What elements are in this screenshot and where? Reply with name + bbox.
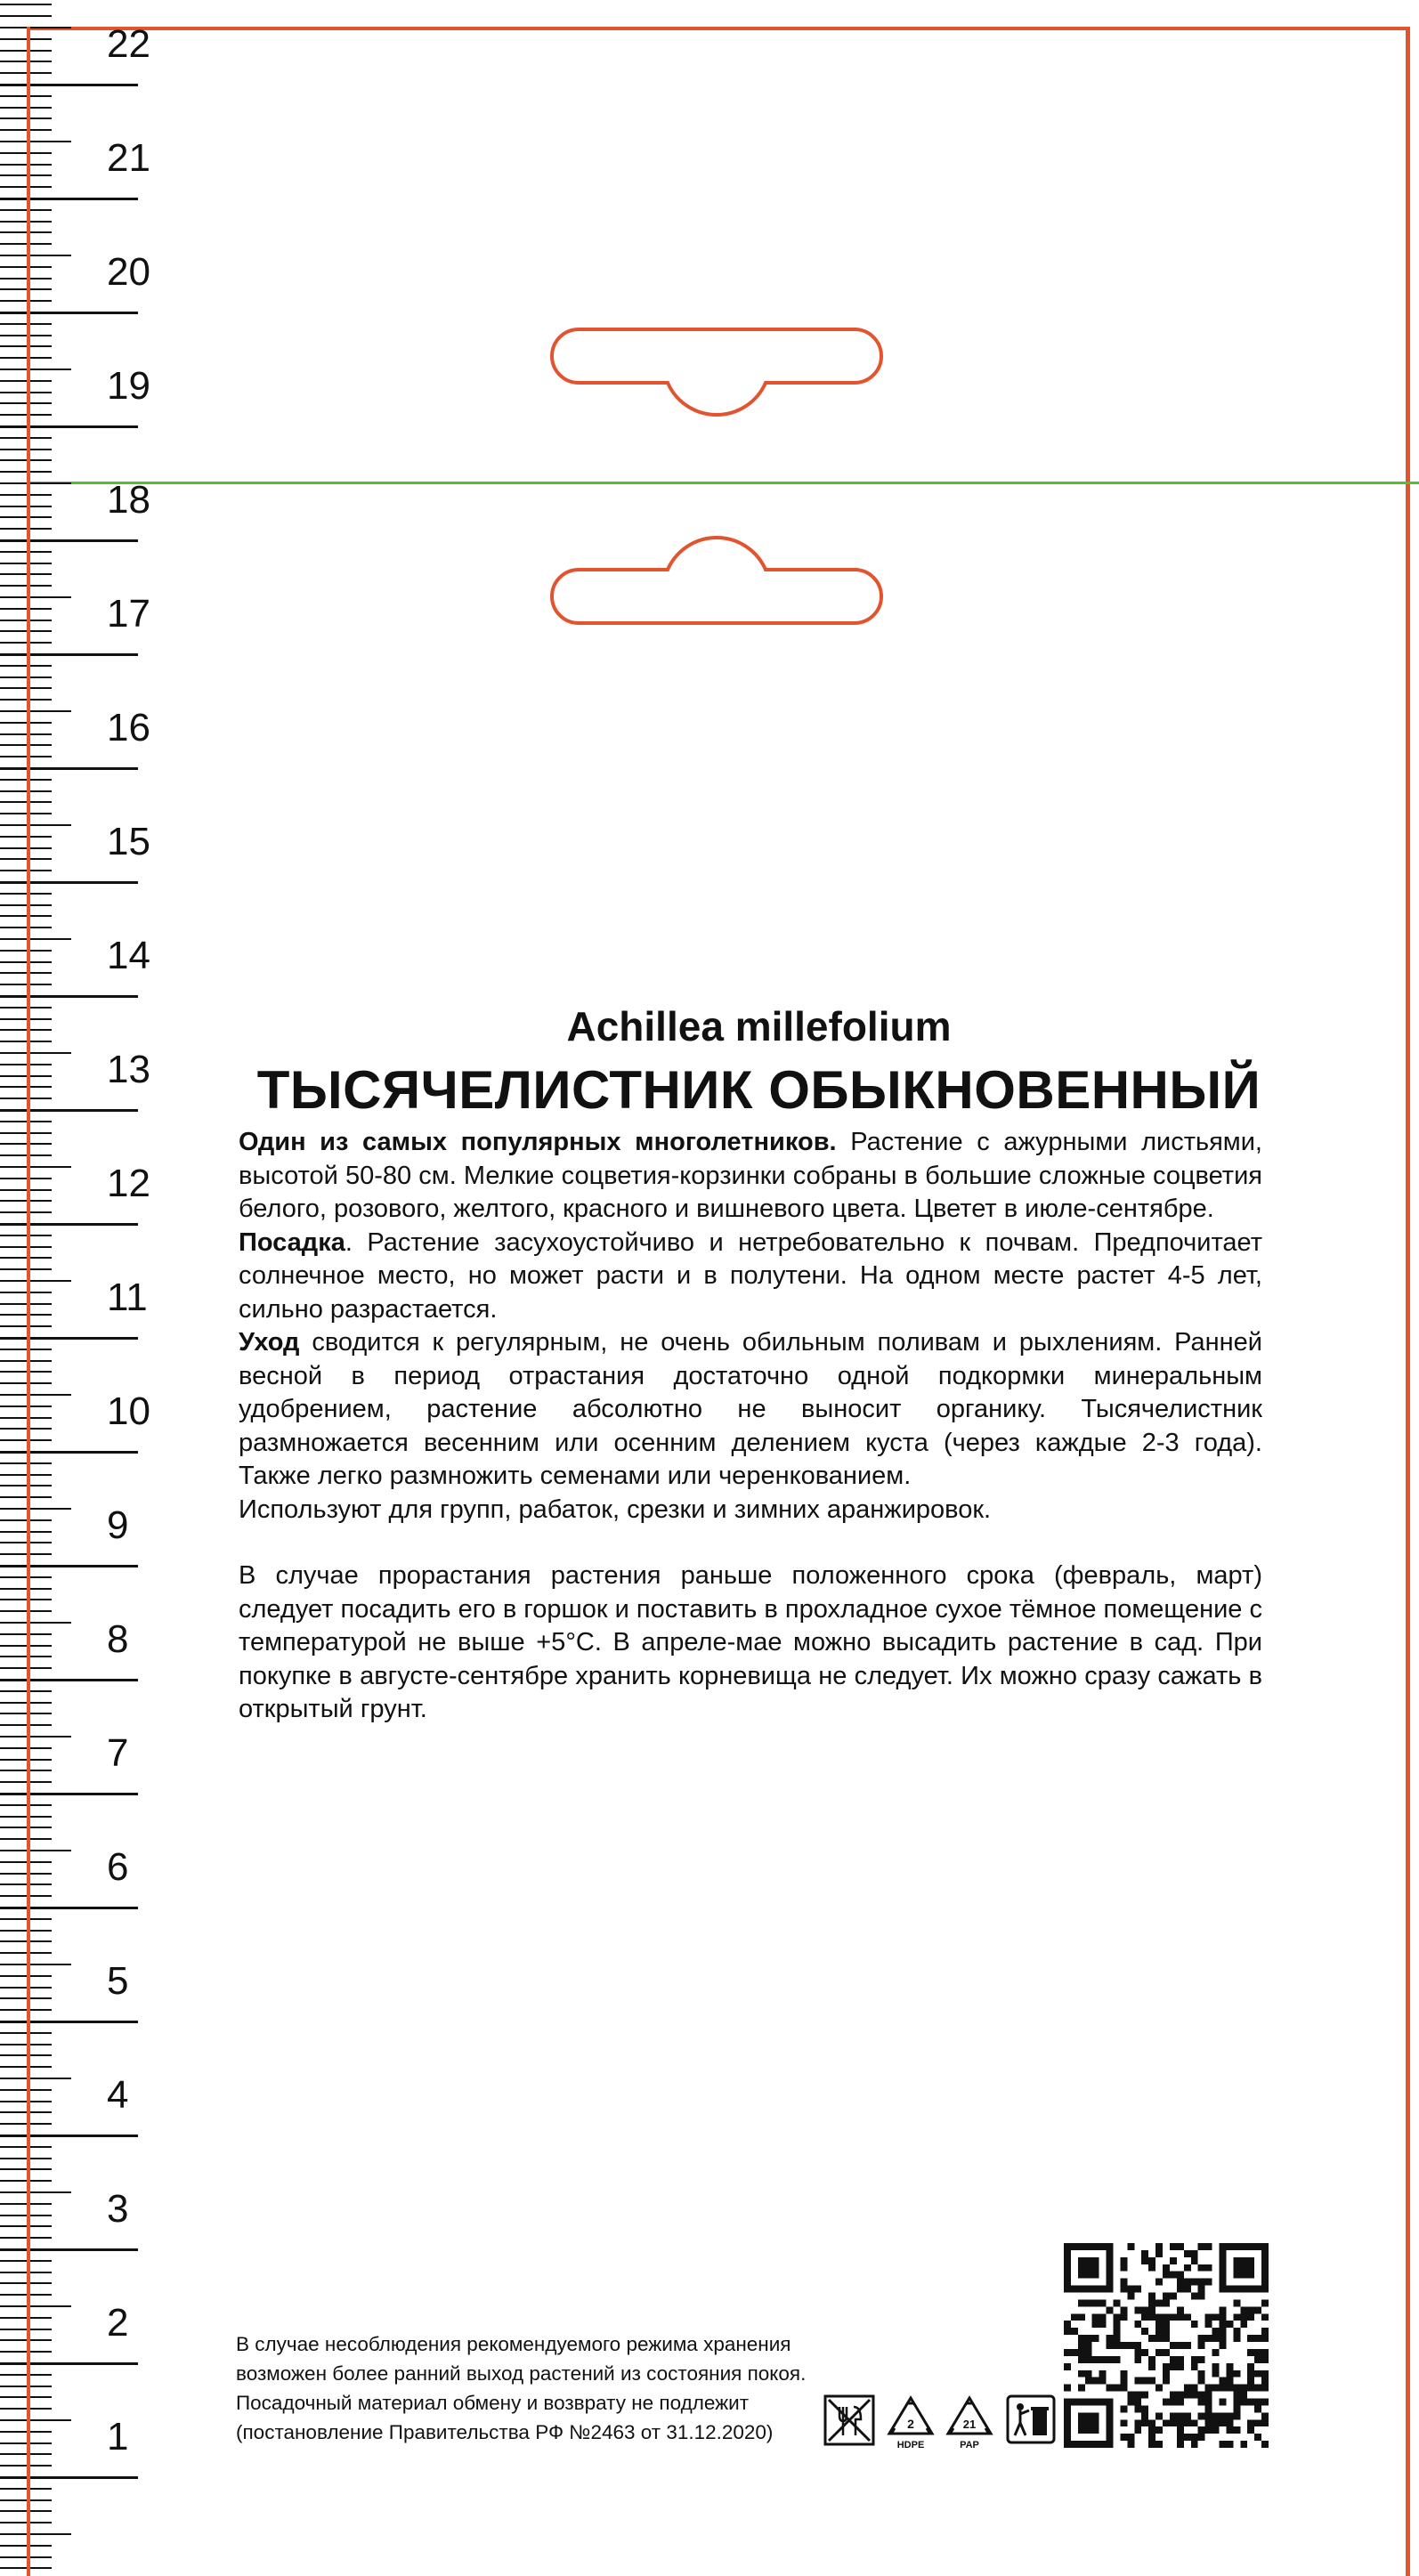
ruler-tick — [0, 1599, 52, 1600]
ruler-tick — [0, 2465, 52, 2467]
ruler-tick — [0, 893, 52, 895]
ruler-tick — [0, 1189, 52, 1191]
ruler-tick — [0, 1132, 52, 1134]
ruler-tick — [0, 2215, 52, 2216]
recycle-hdpe-icon — [886, 2394, 936, 2453]
planting-heading: Посадка — [239, 1227, 345, 1257]
ruler-tick — [0, 198, 138, 200]
ruler-tick — [0, 2419, 71, 2421]
ruler-tick — [0, 2237, 52, 2239]
ruler-tick — [0, 1690, 52, 1692]
ruler-tick — [0, 1349, 52, 1350]
ruler-tick — [0, 231, 52, 233]
ruler-tick — [0, 1075, 52, 1077]
ruler-tick — [0, 2260, 52, 2262]
ruler-tick — [0, 2272, 52, 2273]
ruler-tick — [0, 676, 52, 678]
ruler-tick — [0, 858, 52, 860]
ruler-tick — [0, 539, 138, 542]
ruler-tick — [0, 2329, 52, 2330]
ruler-tick — [0, 1565, 138, 1567]
ruler-tick — [0, 984, 52, 985]
ruler-tick — [0, 1257, 52, 1259]
ruler-tick — [0, 392, 52, 393]
ruler-tick — [0, 449, 52, 450]
ruler-label: 15 — [107, 820, 150, 863]
ruler-label: 10 — [107, 1389, 150, 1433]
fold-line — [27, 482, 1419, 484]
ruler-tick — [0, 551, 52, 553]
ruler-tick — [0, 596, 71, 598]
height-ruler — [0, 0, 151, 2576]
ruler-tick — [0, 402, 52, 404]
ruler-tick — [0, 1588, 52, 1590]
intro-heading: Один из самых популярных многолетников. — [239, 1128, 837, 1156]
usage-paragraph: Используют для групп, рабаток, срезки и зимних аранжировок. — [239, 1495, 992, 1524]
ruler-tick — [0, 516, 52, 518]
ruler-tick — [0, 1474, 52, 1476]
ruler-tick — [0, 2351, 52, 2353]
ruler-tick — [0, 1200, 52, 1202]
ruler-tick — [0, 2431, 52, 2433]
ruler-tick — [0, 1292, 52, 1293]
ruler-tick — [0, 1975, 52, 1977]
hang-hole-bottom — [543, 534, 890, 632]
ruler-tick — [0, 1747, 52, 1749]
ruler-tick — [0, 722, 52, 724]
ruler-tick — [0, 563, 52, 564]
ruler-tick — [0, 312, 138, 314]
ruler-tick — [0, 369, 71, 370]
ruler-tick — [0, 2294, 52, 2296]
ruler-tick — [0, 2203, 52, 2205]
ruler-tick — [0, 1041, 52, 1042]
ruler-tick — [0, 1667, 52, 1669]
ruler-tick — [0, 1154, 52, 1156]
ruler-tick — [0, 1451, 138, 1454]
ruler-spine — [27, 27, 30, 2576]
ruler-tick — [0, 1997, 52, 1999]
ruler-tick — [0, 1770, 52, 1771]
ruler-tick — [0, 1439, 52, 1441]
ruler-tick — [0, 2123, 52, 2125]
ruler-tick — [0, 961, 52, 963]
ruler-tick — [0, 2180, 52, 2182]
ruler-tick — [0, 1724, 52, 1726]
ruler-tick — [0, 2032, 52, 2034]
ruler-tick — [0, 733, 52, 735]
ruler-tick — [0, 1166, 71, 1168]
ruler-tick — [0, 1679, 138, 1681]
planting-text: . Растение засухоустойчиво и нетребовательно к почвам. Предпочитает солнечное место, но может расти и в полутени. На одном месте растет 4-5 лет, сильно разрастается. — [239, 1227, 1262, 1324]
ruler-tick — [0, 2078, 71, 2079]
ruler-tick — [0, 881, 138, 884]
ruler-label: 20 — [107, 250, 150, 294]
ruler-tick — [0, 995, 138, 998]
ruler-tick — [0, 357, 52, 359]
ruler-tick — [0, 2362, 138, 2365]
ruler-tick — [0, 1268, 52, 1270]
ruler-tick — [0, 1610, 52, 1612]
ruler-tick — [0, 1280, 71, 1282]
ruler-tick — [0, 665, 52, 667]
ruler-tick — [0, 938, 71, 940]
ruler-tick — [0, 1873, 52, 1875]
ruler-tick — [0, 2054, 52, 2056]
storage-note-line: возможен более ранний выход растений из состояния покоя. — [236, 2362, 807, 2385]
ruler-tick — [0, 620, 52, 621]
ruler-tick — [0, 1462, 52, 1464]
ruler-tick — [0, 1781, 52, 1783]
ruler-tick — [0, 824, 71, 826]
ruler-tick — [0, 186, 52, 188]
ruler-tick — [0, 687, 52, 689]
ruler-tick — [0, 1907, 138, 1909]
intro-paragraph — [239, 1126, 1262, 1227]
ruler-label: 13 — [107, 1048, 150, 1091]
ruler-tick — [0, 1895, 52, 1897]
ruler-tick — [0, 528, 52, 530]
ruler-tick — [0, 129, 52, 131]
ruler-tick — [0, 1940, 52, 1942]
ruler-tick — [0, 288, 52, 290]
storage-note-line: Посадочный материал обмену и возврату не подлежит — [236, 2392, 750, 2414]
trash-bin-icon — [1006, 2394, 1056, 2444]
ruler-tick — [0, 84, 138, 86]
ruler-tick — [0, 300, 52, 302]
ruler-tick — [0, 15, 52, 17]
ruler-tick — [0, 767, 138, 770]
ruler-tick — [0, 585, 52, 587]
ruler-tick — [0, 1178, 52, 1179]
ruler-tick — [0, 2567, 52, 2569]
ruler-tick — [0, 1553, 52, 1555]
ruler-tick — [0, 2556, 52, 2558]
ruler-tick — [0, 1098, 52, 1099]
ruler-tick — [0, 323, 52, 325]
ruler-tick — [0, 653, 138, 656]
ruler-tick — [0, 1303, 52, 1305]
ruler-tick — [0, 1314, 52, 1316]
ruler-tick — [0, 779, 52, 781]
ruler-tick — [0, 1713, 52, 1714]
ruler-tick — [0, 710, 71, 712]
ruler-tick — [0, 1816, 52, 1818]
storage-note-line: В случае несоблюдения рекомендуемого режима хранения — [236, 2333, 791, 2355]
ruler-tick — [0, 1645, 52, 1647]
ruler-tick — [0, 255, 71, 256]
ruler-tick — [0, 2168, 52, 2170]
ruler-tick — [0, 836, 52, 838]
ruler-tick — [0, 1838, 52, 1840]
ruler-label: 17 — [107, 592, 150, 636]
ruler-tick — [0, 608, 52, 610]
ruler-tick — [0, 2225, 52, 2227]
ruler-tick — [0, 266, 52, 268]
ruler-tick — [0, 425, 138, 428]
ruler-tick — [0, 630, 52, 632]
ruler-label: 7 — [107, 1731, 129, 1775]
ruler-tick — [0, 117, 52, 119]
latin-name: Achillea millefolium — [566, 1003, 952, 1049]
ruler-tick — [0, 209, 52, 211]
ruler-label: 4 — [107, 2073, 129, 2117]
ruler-tick — [0, 927, 52, 928]
ruler-tick — [0, 1930, 52, 1932]
package-right-edge — [1407, 27, 1410, 2576]
ruler-tick — [0, 1827, 52, 1828]
ruler-tick — [0, 107, 52, 109]
ruler-tick — [0, 870, 52, 871]
ruler-tick — [0, 1804, 52, 1806]
ruler-tick — [0, 1883, 52, 1885]
ruler-tick — [0, 2146, 52, 2148]
storage-note-line: (постановление Правительства РФ №2463 от 31.12.2020) — [236, 2421, 774, 2443]
planting-paragraph — [239, 1227, 1262, 1327]
ruler-tick — [0, 1622, 71, 1624]
ruler-tick — [0, 1223, 138, 1226]
ruler-tick — [0, 2510, 52, 2512]
ruler-tick — [0, 437, 52, 439]
product-title: ТЫСЯЧЕЛИСТНИК ОБЫКНОВЕННЫЙ — [256, 1060, 1261, 1120]
ruler-tick — [0, 1371, 52, 1373]
ruler-tick — [0, 2191, 71, 2193]
ruler-tick — [0, 1029, 52, 1031]
ruler-tick — [0, 2488, 52, 2490]
ruler-tick — [0, 2158, 52, 2159]
ruler-tick — [0, 2408, 52, 2410]
ruler-tick — [0, 482, 71, 484]
ruler-tick — [0, 4, 52, 5]
ruler-tick — [0, 1633, 52, 1635]
ruler-tick — [0, 1542, 52, 1543]
ruler-tick — [0, 1211, 52, 1213]
ruler-tick — [0, 50, 52, 52]
ruler-label: 2 — [107, 2301, 129, 2345]
pap-label: PAP — [960, 2440, 979, 2450]
ruler-label: 19 — [107, 364, 150, 408]
ruler-tick — [0, 1246, 52, 1248]
ruler-tick — [0, 801, 52, 803]
ruler-tick — [0, 790, 52, 792]
ruler-label: 3 — [107, 2187, 129, 2231]
ruler-tick — [0, 1964, 71, 1965]
ruler-label: 9 — [107, 1503, 129, 1547]
care-paragraph — [239, 1326, 1262, 1494]
ruler-tick — [0, 2135, 138, 2137]
hang-hole-top — [543, 320, 890, 418]
ruler-tick — [0, 2442, 52, 2444]
ruler-tick — [0, 345, 52, 347]
ruler-tick — [0, 2044, 52, 2045]
ruler-tick — [0, 459, 52, 461]
ruler-tick — [0, 1987, 52, 1989]
ruler-tick — [0, 2282, 52, 2284]
pap-number: 21 — [962, 2418, 977, 2431]
qr-code-icon — [1064, 2243, 1269, 2448]
ruler-tick — [0, 1007, 52, 1009]
ruler-tick — [0, 915, 52, 917]
ruler-tick — [0, 904, 52, 906]
ruler-tick — [0, 2305, 71, 2307]
ruler-tick — [0, 1325, 52, 1327]
ruler-tick — [0, 1793, 138, 1795]
ruler-label: 22 — [107, 22, 150, 66]
ruler-tick — [0, 243, 52, 245]
ruler-tick — [0, 2066, 52, 2068]
ruler-tick — [0, 2101, 52, 2102]
ruler-tick — [0, 2476, 138, 2479]
ruler-tick — [0, 1052, 71, 1054]
ruler-label: 11 — [107, 1276, 148, 1319]
ruler-tick — [0, 1018, 52, 1020]
ruler-tick — [0, 414, 52, 416]
ruler-tick — [0, 95, 52, 97]
ruler-tick — [0, 61, 52, 62]
ruler-tick — [0, 2021, 138, 2023]
ruler-tick — [0, 2089, 52, 2091]
ruler-tick — [0, 278, 52, 279]
ruler-tick — [0, 1360, 52, 1362]
ruler-tick — [0, 471, 52, 473]
ruler-tick — [0, 1519, 52, 1521]
ruler-tick — [0, 2499, 52, 2501]
ruler-tick — [0, 1736, 71, 1738]
ruler-tick — [0, 38, 52, 40]
ruler-tick — [0, 494, 52, 496]
ruler-tick — [0, 2386, 52, 2387]
ruler-label: 21 — [107, 136, 150, 180]
no-food-contact-icon — [823, 2394, 875, 2446]
ruler-tick — [0, 1918, 52, 1920]
ruler-tick — [0, 164, 52, 166]
ruler-tick — [0, 1382, 52, 1384]
ruler-tick — [0, 1064, 52, 1065]
ruler-label: 6 — [107, 1845, 129, 1889]
ruler-label: 12 — [107, 1162, 150, 1205]
ruler-tick — [0, 847, 52, 849]
ruler-tick — [0, 27, 71, 28]
ruler-label: 5 — [107, 1959, 129, 2003]
ruler-tick — [0, 72, 52, 74]
ruler-tick — [0, 813, 52, 814]
ruler-tick — [0, 699, 52, 701]
ruler-tick — [0, 1121, 52, 1122]
ruler-tick — [0, 152, 52, 154]
ruler-tick — [0, 1086, 52, 1088]
ruler-tick — [0, 642, 52, 644]
ruler-tick — [0, 573, 52, 575]
intro-text: Растение с ажурными листьями, высотой 50-80 см. Мелкие соцветия-корзинки собраны в большие сложные соцветия белого, розового, желтого, красного и вишневого цвета. Цветет в июле-сентябре. — [239, 1128, 1262, 1223]
recycle-pap-icon — [945, 2394, 994, 2453]
ruler-tick — [0, 1656, 52, 1657]
ruler-tick — [0, 1850, 71, 1851]
ruler-tick — [0, 1143, 52, 1145]
ruler-tick — [0, 506, 52, 507]
early-sprouting-paragraph: В случае прорастания растения раньше положенного срока (февраль, март) следует посадить его в горшок и поставить в прохладное сухое тёмное помещение с температурой не выше +5°С. В апреле-мае можно высадить растение в сад. При покупке в августе-сентябре хранить корневища не следует. Их можно сразу сажать в открытый грунт. — [239, 1561, 1262, 1723]
ruler-tick — [0, 2522, 52, 2523]
storage-note — [236, 2329, 823, 2447]
ruler-tick — [0, 756, 52, 757]
ruler-tick — [0, 1576, 52, 1578]
ruler-tick — [0, 2009, 52, 2011]
description-block — [239, 1126, 1262, 1727]
ruler-tick — [0, 1235, 52, 1236]
ruler-tick — [0, 2111, 52, 2113]
ruler-tick — [0, 1394, 71, 1396]
ruler-tick — [0, 2396, 52, 2398]
ruler-tick — [0, 1405, 52, 1407]
ruler-label: 16 — [107, 706, 150, 749]
ruler-tick — [0, 2248, 138, 2251]
care-heading: Уход — [239, 1328, 300, 1357]
ruler-tick — [0, 1496, 52, 1498]
ruler-tick — [0, 1702, 52, 1704]
ruler-tick — [0, 1861, 52, 1863]
ruler-tick — [0, 2453, 52, 2455]
ruler-tick — [0, 1485, 52, 1486]
ruler-tick — [0, 335, 52, 336]
ruler-tick — [0, 1109, 138, 1112]
care-text: сводится к регулярным, не очень обильным поливам и рыхлениям. Ранней весной в период отрастания достаточно одной подкормки минеральным удобрением, растение абсолютно не выносит органику. Тысячелистник размножается весенним или осенним делением куста (через каждые 2-3 года). Также легко размножить семенами или черенкованием. — [239, 1328, 1262, 1490]
ruler-tick — [0, 1508, 71, 1510]
ruler-tick — [0, 1952, 52, 1954]
ruler-tick — [0, 221, 52, 223]
ruler-tick — [0, 2533, 71, 2535]
ruler-tick — [0, 2374, 52, 2376]
ruler-tick — [0, 2545, 52, 2547]
ruler-label: 14 — [107, 934, 150, 977]
ruler-label: 1 — [107, 2415, 129, 2459]
hdpe-label: HDPE — [896, 2440, 925, 2450]
ruler-tick — [0, 972, 52, 974]
ruler-tick — [0, 141, 71, 142]
ruler-label: 18 — [107, 478, 150, 522]
hdpe-number: 2 — [907, 2417, 914, 2431]
ruler-tick — [0, 1759, 52, 1761]
ruler-tick — [0, 744, 52, 746]
ruler-tick — [0, 174, 52, 176]
ruler-tick — [0, 2339, 52, 2341]
ruler-tick — [0, 2317, 52, 2319]
ruler-tick — [0, 1531, 52, 1533]
ruler-tick — [0, 1417, 52, 1419]
ruler-label: 8 — [107, 1617, 129, 1661]
ruler-tick — [0, 1337, 138, 1340]
eco-icons — [823, 2394, 1055, 2453]
ruler-tick — [0, 1428, 52, 1430]
ruler-tick — [0, 950, 52, 952]
ruler-tick — [0, 380, 52, 382]
